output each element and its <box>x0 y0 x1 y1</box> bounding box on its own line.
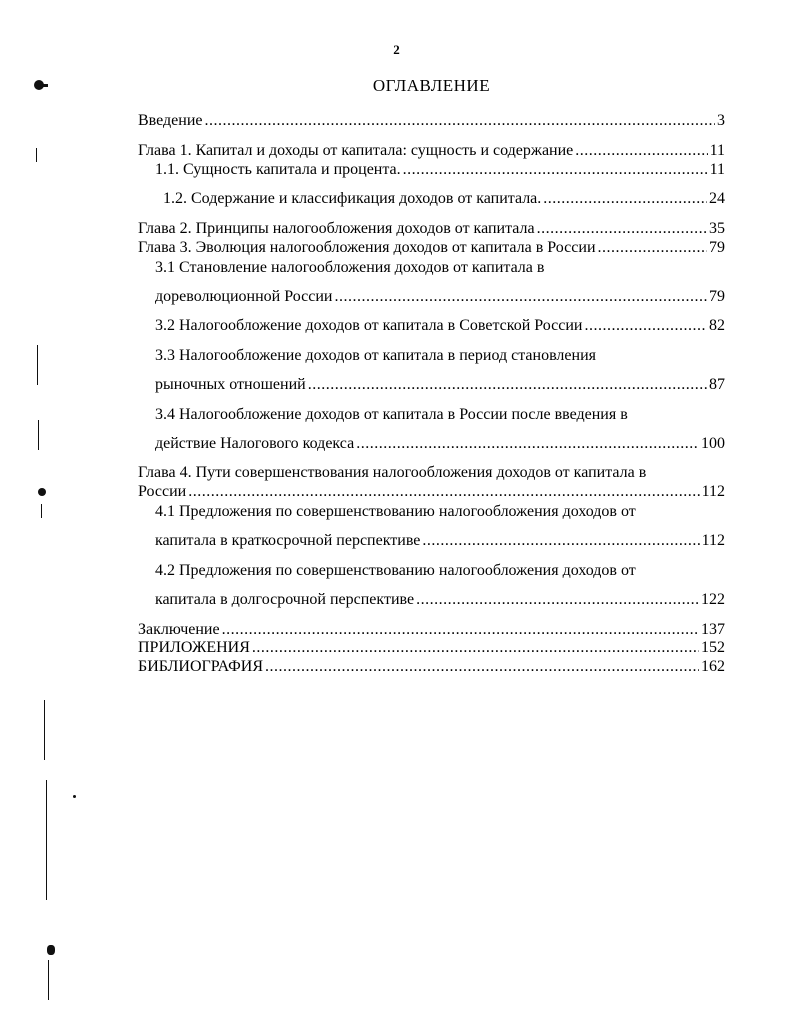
toc-entry-3-1-line1: 3.1 Становление налогообложения доходов от капитала в <box>155 259 545 276</box>
page-title: ОГЛАВЛЕНИЕ <box>372 76 491 95</box>
scan-mark <box>73 795 76 798</box>
scan-mark <box>42 84 48 87</box>
scan-mark <box>38 488 46 496</box>
toc-entry-3-2: 3.2 Налогообложение доходов от капитала в Советской России ..... 82 <box>155 317 725 335</box>
toc-entry-chapter-2: Глава 2. Принципы налогообложения доходов от капитала ..... 35 <box>138 220 725 238</box>
toc-entry-chapter-4: России ..... 112 <box>138 483 725 501</box>
toc-entry-chapter-1: Глава 1. Капитал и доходы от капитала: сущность и содержание ..... 11 <box>138 142 725 160</box>
scan-mark <box>37 345 38 385</box>
toc-entry-4-2: капитала в долгосрочной перспективе ..... 122 <box>155 591 725 609</box>
scan-mark <box>47 945 55 955</box>
toc-entry-intro: Введение ..... 3 <box>138 112 725 130</box>
toc-entry-4-1: капитала в краткосрочной перспективе ..... 112 <box>155 532 725 550</box>
toc-entry-3-1: дореволюционной России ..... 79 <box>155 288 725 306</box>
toc-entry-3-4-line1: 3.4 Налогообложение доходов от капитала в России после введения в <box>155 406 628 423</box>
toc-entry-bibliography: БИБЛИОГРАФИЯ ..... 162 <box>138 658 725 676</box>
page-number: 2 <box>393 42 400 57</box>
toc-entry-1-2: 1.2. Содержание и классификация доходов от капитала. ..... 24 <box>163 190 725 208</box>
toc-entry-conclusion: Заключение ..... 137 <box>138 621 725 639</box>
toc-entry-chapter-3: Глава 3. Эволюция налогообложения доходов от капитала в России ..... 79 <box>138 239 725 257</box>
scan-mark <box>41 504 42 518</box>
toc-entry-3-3: рыночных отношений ..... 87 <box>155 376 725 394</box>
toc-entry-4-1-line1: 4.1 Предложения по совершенствованию налогообложения доходов от <box>155 503 636 520</box>
toc-entry-chapter-4-line1: Глава 4. Пути совершенствования налогообложения доходов от капитала в <box>138 464 647 481</box>
toc-entry-1-1: 1.1. Сущность капитала и процента. ..... 11 <box>155 161 725 179</box>
scan-mark <box>36 148 37 162</box>
scan-mark <box>38 420 39 450</box>
toc-entry-3-3-line1: 3.3 Налогообложение доходов от капитала в период становления <box>155 347 596 364</box>
toc-entry-4-2-line1: 4.2 Предложения по совершенствованию налогообложения доходов от <box>155 562 636 579</box>
toc-entry-appendix: ПРИЛОЖЕНИЯ ..... 152 <box>138 639 725 657</box>
scan-mark <box>44 700 45 760</box>
toc-entry-3-4: действие Налогового кодекса ..... 100 <box>155 435 725 453</box>
scan-mark <box>48 960 49 1000</box>
scan-mark <box>46 780 47 900</box>
